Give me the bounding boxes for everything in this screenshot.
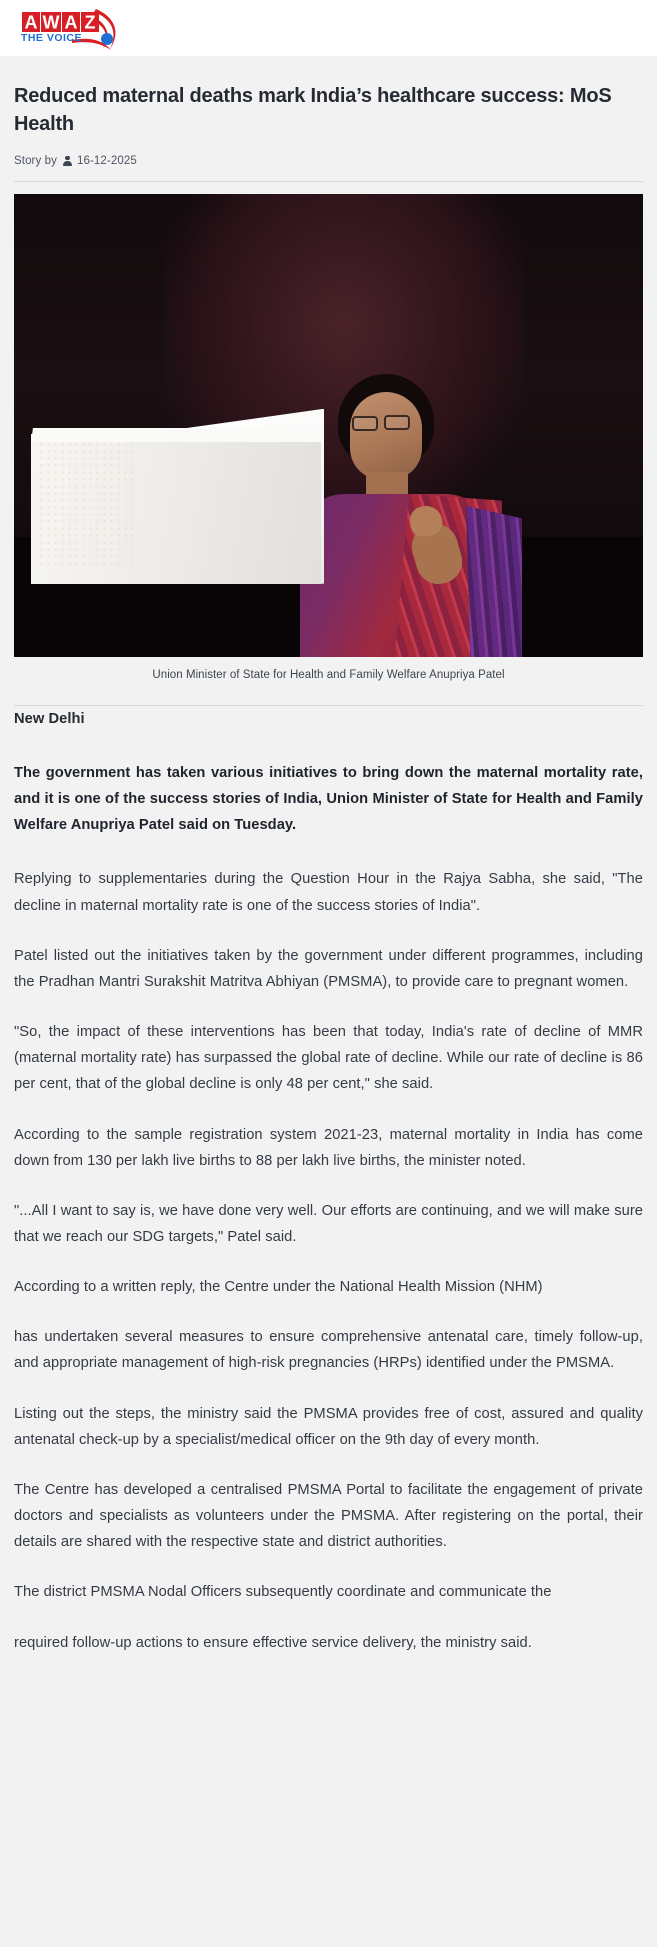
body-paragraph: has undertaken several measures to ensure comprehensive antenatal care, timely follow-up, and appropriate management of high-risk pregnancies (HRPs) identified under the PMSMA.	[14, 1329, 643, 1372]
svg-text:W: W	[42, 12, 60, 33]
lede-paragraph: The government has taken various initiatives to bring down the maternal mortality rate, and it is one of the success stories of India, Union Minister of State for Health and Family Welfare Anupriya Patel said on Tuesday.	[14, 764, 643, 834]
hero-image	[14, 194, 643, 657]
body-paragraph: Replying to supplementaries during the Question Hour in the Rajya Sabha, she said, "The decline in maternal mortality rate is one of the success stories of India".	[14, 871, 643, 914]
body-paragraph: Listing out the steps, the ministry said the PMSMA provides free of cost, assured and quality antenatal check-up by a specialist/medical officer on the 9th day of every month.	[14, 1405, 643, 1448]
body-paragraph: "...All I want to say is, we have done very well. Our efforts are continuing, and we will make sure that we reach our SDG targets," Patel said.	[14, 1202, 643, 1245]
svg-text:Z: Z	[84, 12, 96, 33]
body-paragraph: Patel listed out the initiatives taken by the government under different programmes, including the Pradhan Mantri Surakshit Matritva Abhiyan (PMSMA), to provide care to pregnant women.	[14, 947, 643, 990]
body-paragraph: The district PMSMA Nodal Officers subsequently coordinate and communicate the	[14, 1584, 552, 1601]
awaz-the-voice-logo[interactable]	[14, 6, 136, 54]
logo-icon	[14, 6, 136, 54]
body-paragraph: According to the sample registration system 2021-23, maternal mortality in India has come down from 130 per lakh live births to 88 per lakh live births, the minister noted.	[14, 1126, 643, 1169]
page-title: Reduced maternal deaths mark India’s healthcare success: MoS Health	[14, 85, 612, 136]
body-paragraph: The Centre has developed a centralised PMSMA Portal to facilitate the engagement of private doctors and specialists as volunteers under the PMSMA. After registering on the portal, their details are shared with the respective state and district authorities.	[14, 1481, 643, 1551]
svg-text:THE VOICE: THE VOICE	[20, 32, 82, 44]
hero-figure	[14, 182, 643, 691]
svg-text:A: A	[64, 12, 78, 33]
byline-date: 16-12-2025	[76, 154, 137, 167]
byline-prefix: Story by	[14, 154, 57, 167]
article-container	[0, 56, 657, 1947]
byline	[14, 139, 643, 167]
site-header	[0, 0, 657, 56]
dateline: New Delhi	[14, 710, 85, 727]
person-icon	[63, 155, 72, 166]
body-paragraph: "So, the impact of these interventions has been that today, India's rate of decline of MMR (maternal mortality rate) has surpassed the global rate of decline. While our rate of decline is 86 per cent, that of the global decline is only 48 per cent," she said.	[14, 1024, 643, 1093]
body-paragraph: required follow-up actions to ensure effective service delivery, the ministry said.	[14, 1634, 532, 1651]
svg-text:A: A	[24, 12, 38, 33]
article-body	[14, 706, 643, 1676]
hero-caption: Union Minister of State for Health and Family Welfare Anupriya Patel	[152, 668, 505, 681]
body-paragraph: According to a written reply, the Centre under the National Health Mission (NHM)	[14, 1279, 543, 1296]
